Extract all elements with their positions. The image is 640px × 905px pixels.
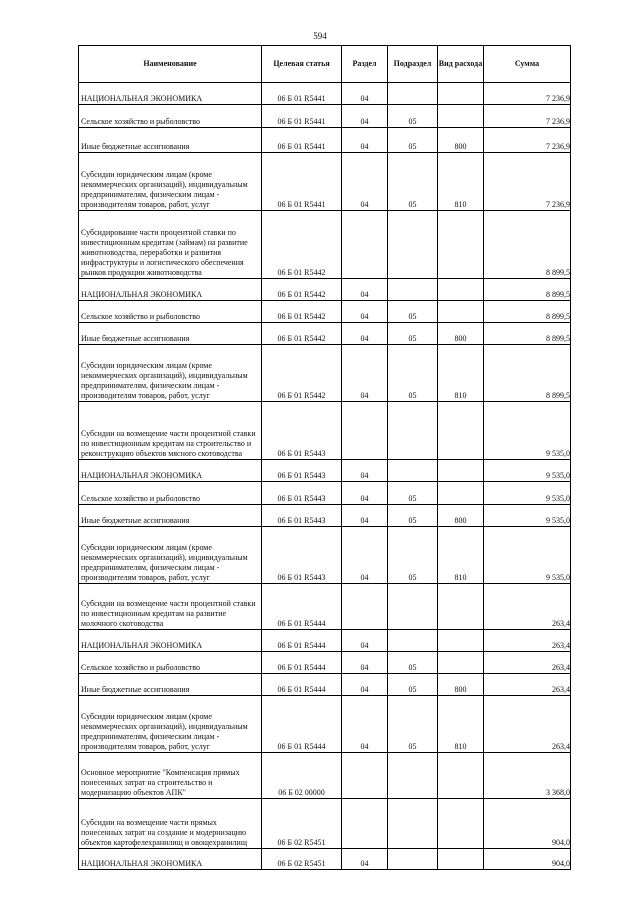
row-section: 04 (342, 849, 388, 870)
row-section: 04 (342, 460, 388, 482)
table-row (79, 402, 571, 460)
row-subsection (388, 279, 438, 301)
row-amount: 9 535,0 (484, 505, 571, 527)
row-section (342, 753, 388, 799)
row-name: Субсидии юридическим лицам (кроме некоммерческих организаций), индивидуальным предпринимателям, физическим лицам - производителям товаров, работ, услуг (81, 361, 248, 400)
row-section: 04 (342, 345, 388, 402)
row-subsection (388, 83, 438, 105)
table-row (79, 279, 571, 301)
row-subsection (388, 584, 438, 630)
row-name: Иные бюджетные ассигнования (81, 334, 190, 343)
row-section (342, 799, 388, 849)
table-row (79, 83, 571, 105)
table-row (79, 584, 571, 630)
row-amount: 7 236,9 (484, 128, 571, 153)
row-subsection: 05 (388, 696, 438, 753)
row-target-code: 06 Б 01 R5442 (262, 211, 342, 279)
row-name: НАЦИОНАЛЬНАЯ ЭКОНОМИКА (81, 641, 203, 650)
row-name: Сельское хозяйство и рыболовство (81, 117, 201, 126)
table-row (79, 345, 571, 402)
row-target-code: 06 Б 01 R5441 (262, 128, 342, 153)
header-name: Наименование (79, 46, 262, 83)
row-expense-type: 810 (438, 696, 484, 753)
row-amount: 8 899,5 (484, 323, 571, 345)
row-amount: 8 899,5 (484, 345, 571, 402)
table-row (79, 128, 571, 153)
row-target-code: 06 Б 01 R5442 (262, 345, 342, 402)
row-subsection: 05 (388, 527, 438, 584)
row-expense-type (438, 279, 484, 301)
table-row (79, 153, 571, 211)
row-name: Иные бюджетные ассигнования (81, 685, 190, 694)
row-name: Субсидии на возмещение части процентной ставки по инвестиционным кредитам на строительство и реконструкцию объектов мясного скотоводства (81, 429, 256, 458)
row-target-code: 06 Б 02 R5451 (262, 849, 342, 870)
row-name: Субсидии юридическим лицам (кроме некоммерческих организаций), индивидуальным предпринимателям, физическим лицам - производителям товаров, работ, услуг (81, 712, 248, 751)
row-amount: 8 899,5 (484, 211, 571, 279)
header-expense-type: Вид расхода (438, 46, 484, 83)
table-row (79, 674, 571, 696)
row-amount: 263,4 (484, 674, 571, 696)
row-amount: 263,4 (484, 630, 571, 652)
row-amount: 8 899,5 (484, 279, 571, 301)
row-expense-type (438, 402, 484, 460)
row-section: 04 (342, 105, 388, 128)
row-amount: 263,4 (484, 584, 571, 630)
row-section: 04 (342, 83, 388, 105)
row-expense-type (438, 83, 484, 105)
row-section: 04 (342, 301, 388, 323)
row-expense-type (438, 753, 484, 799)
row-name: Иные бюджетные ассигнования (81, 142, 190, 151)
table-row (79, 753, 571, 799)
header-section: Раздел (342, 46, 388, 83)
row-expense-type (438, 584, 484, 630)
row-section: 04 (342, 279, 388, 301)
row-subsection: 05 (388, 482, 438, 505)
row-target-code: 06 Б 01 R5441 (262, 153, 342, 211)
row-expense-type (438, 849, 484, 870)
row-subsection: 05 (388, 323, 438, 345)
row-subsection: 05 (388, 674, 438, 696)
header-code: Целевая статья (262, 46, 342, 83)
row-section: 04 (342, 527, 388, 584)
row-name: Субсидии юридическим лицам (кроме некоммерческих организаций), индивидуальным предпринимателям, физическим лицам - производителям товаров, работ, услуг (81, 543, 248, 582)
row-name: НАЦИОНАЛЬНАЯ ЭКОНОМИКА (81, 290, 203, 299)
row-name: Субсидии юридическим лицам (кроме некоммерческих организаций), индивидуальным предпринимателям, физическим лицам - производителям товаров, работ, услуг (81, 170, 248, 209)
row-name: Субсидии на возмещение части процентной ставки по инвестиционным кредитам на развитие молочного скотоводства (81, 599, 256, 628)
row-subsection (388, 211, 438, 279)
row-target-code: 06 Б 01 R5441 (262, 105, 342, 128)
row-target-code: 06 Б 01 R5442 (262, 301, 342, 323)
row-expense-type: 810 (438, 345, 484, 402)
row-subsection (388, 753, 438, 799)
table-row (79, 527, 571, 584)
row-subsection: 05 (388, 652, 438, 674)
row-expense-type: 800 (438, 323, 484, 345)
row-target-code: 06 Б 01 R5443 (262, 527, 342, 584)
row-name: Иные бюджетные ассигнования (81, 516, 190, 525)
row-subsection (388, 849, 438, 870)
row-subsection: 05 (388, 153, 438, 211)
row-amount: 9 535,0 (484, 527, 571, 584)
row-subsection: 05 (388, 505, 438, 527)
row-subsection (388, 630, 438, 652)
row-target-code: 06 Б 01 R5444 (262, 696, 342, 753)
row-section: 04 (342, 505, 388, 527)
row-target-code: 06 Б 01 R5444 (262, 674, 342, 696)
row-amount: 904,0 (484, 849, 571, 870)
table-row (79, 630, 571, 652)
row-name: Сельское хозяйство и рыболовство (81, 312, 201, 321)
table-row (79, 505, 571, 527)
row-amount: 7 236,9 (484, 83, 571, 105)
row-subsection (388, 799, 438, 849)
row-section: 04 (342, 482, 388, 505)
row-section: 04 (342, 630, 388, 652)
row-expense-type (438, 799, 484, 849)
row-amount: 7 236,9 (484, 153, 571, 211)
row-section: 04 (342, 696, 388, 753)
header-subsection: Подраздел (388, 46, 438, 83)
row-name: НАЦИОНАЛЬНАЯ ЭКОНОМИКА (81, 859, 203, 868)
row-section (342, 402, 388, 460)
row-section: 04 (342, 128, 388, 153)
row-expense-type (438, 630, 484, 652)
row-target-code: 06 Б 01 R5443 (262, 460, 342, 482)
row-name: НАЦИОНАЛЬНАЯ ЭКОНОМИКА (81, 471, 203, 480)
row-amount: 9 535,0 (484, 482, 571, 505)
row-expense-type: 800 (438, 505, 484, 527)
table-header-row (79, 46, 571, 83)
row-expense-type: 810 (438, 527, 484, 584)
row-section: 04 (342, 674, 388, 696)
table-row (79, 211, 571, 279)
row-name: Субсидии на возмещение части прямых понесенных затрат на создание и модернизацию объектов картофелехранилищ и овощехранилищ (81, 818, 247, 847)
row-target-code: 06 Б 01 R5442 (262, 279, 342, 301)
row-amount: 263,4 (484, 696, 571, 753)
row-expense-type (438, 482, 484, 505)
row-amount: 8 899,5 (484, 301, 571, 323)
table-row (79, 482, 571, 505)
row-section (342, 584, 388, 630)
row-expense-type: 810 (438, 153, 484, 211)
table-row (79, 323, 571, 345)
row-name: Основное мероприятие "Компенсация прямых понесенных затрат на строительство и модернизацию объектов АПК" (81, 768, 240, 797)
row-target-code: 06 Б 01 R5444 (262, 584, 342, 630)
row-section: 04 (342, 652, 388, 674)
page-number: 594 (313, 31, 327, 41)
row-expense-type (438, 460, 484, 482)
row-name: НАЦИОНАЛЬНАЯ ЭКОНОМИКА (81, 94, 203, 103)
row-target-code: 06 Б 01 R5443 (262, 505, 342, 527)
row-target-code: 06 Б 01 R5443 (262, 482, 342, 505)
row-target-code: 06 Б 01 R5444 (262, 652, 342, 674)
row-subsection (388, 402, 438, 460)
table-row (79, 652, 571, 674)
row-subsection: 05 (388, 105, 438, 128)
table-row (79, 105, 571, 128)
table-row (79, 696, 571, 753)
row-name: Субсидирование части процентной ставки по инвестиционным кредитам (займам) на развитие животноводства, переработки и развития инфраструктуры и логистического обеспечения рынков продукции животноводства (81, 228, 248, 277)
row-target-code: 06 Б 01 R5441 (262, 83, 342, 105)
budget-table (78, 45, 571, 870)
row-expense-type (438, 105, 484, 128)
row-target-code: 06 Б 01 R5444 (262, 630, 342, 652)
row-amount: 263,4 (484, 652, 571, 674)
row-expense-type (438, 211, 484, 279)
table-row (79, 460, 571, 482)
table-row (79, 799, 571, 849)
row-amount: 7 236,9 (484, 105, 571, 128)
row-section (342, 211, 388, 279)
row-subsection: 05 (388, 128, 438, 153)
row-subsection: 05 (388, 345, 438, 402)
row-subsection: 05 (388, 301, 438, 323)
row-target-code: 06 Б 01 R5443 (262, 402, 342, 460)
table-row (79, 849, 571, 870)
row-target-code: 06 Б 02 00000 (262, 753, 342, 799)
row-expense-type (438, 652, 484, 674)
row-section: 04 (342, 323, 388, 345)
row-amount: 9 535,0 (484, 402, 571, 460)
row-expense-type: 800 (438, 674, 484, 696)
row-expense-type: 800 (438, 128, 484, 153)
row-target-code: 06 Б 01 R5442 (262, 323, 342, 345)
row-amount: 904,0 (484, 799, 571, 849)
row-subsection (388, 460, 438, 482)
row-amount: 3 368,0 (484, 753, 571, 799)
row-name: Сельское хозяйство и рыболовство (81, 494, 201, 503)
table-body (79, 83, 571, 870)
row-name: Сельское хозяйство и рыболовство (81, 663, 201, 672)
row-amount: 9 535,0 (484, 460, 571, 482)
header-amount: Сумма (484, 46, 571, 83)
row-expense-type (438, 301, 484, 323)
table-row (79, 301, 571, 323)
row-section: 04 (342, 153, 388, 211)
row-target-code: 06 Б 02 R5451 (262, 799, 342, 849)
